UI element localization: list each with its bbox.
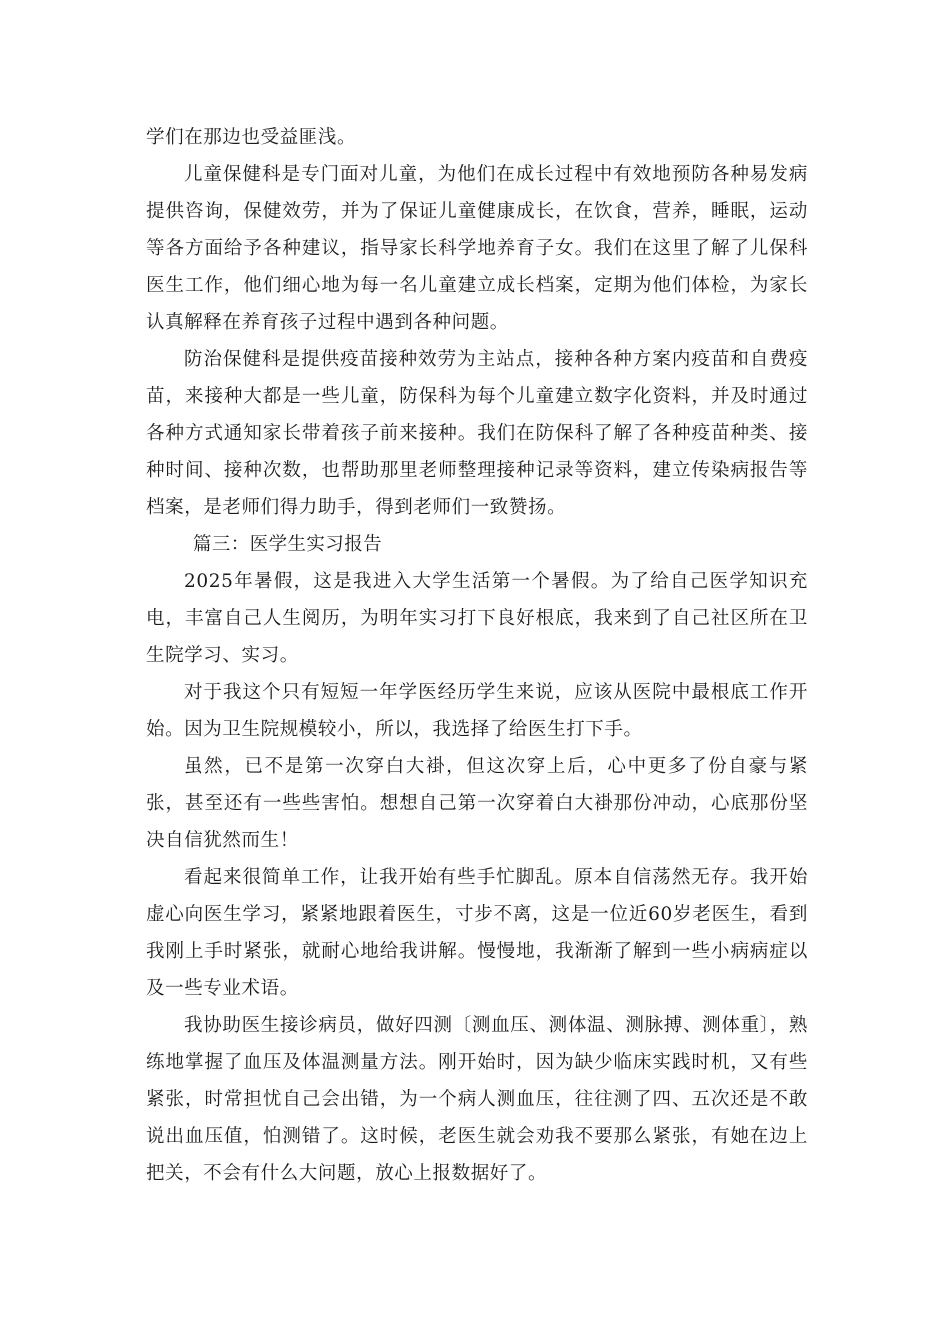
paragraph-continuation: 学们在那边也受益匪浅。 <box>146 127 357 148</box>
paragraph-start-work: 对于我这个只有短短一年学医经历学生来说，应该从医院中最根底工作开始。因为卫生院规模较小，所以，我选择了给医生打下手。 <box>146 682 808 740</box>
paragraph-white-coat: 虽然，已不是第一次穿白大褂，但这次穿上后，心中更多了份自豪与紧张，甚至还有一些些害怕。想想自己第一次穿着白大褂那份冲动，心底那份坚决自信犹然而生！ <box>146 756 808 851</box>
paragraph-prevention-dept: 防治保健科是提供疫苗接种效劳为主站点，接种各种方案内疫苗和自费疫苗，来接种大都是一些儿童，防保科为每个儿童建立数字化资料，并及时通过各种方式通知家长带着孩子前来接种。我们在防保科了解了各种疫苗种类、接种时间、接种次数，也帮助那里老师整理接种记录等资料，建立传染病报告等档案，是老师们得力助手，得到老师们一致赞扬。 <box>146 349 808 518</box>
paragraph-four-measurements: 我协助医生接诊病员，做好四测〔测血压、测体温、测脉搏、测体重〕，熟练地掌握了血压及体温测量方法。刚开始时，因为缺少临床实践时机，又有些紧张，时常担忧自己会出错，为一个病人测血压，往往测了四、五次还是不敢说出血压值，怕测错了。这时候，老医生就会劝我不要那么紧张，有她在边上把关，不会有什么大问题，放心上报数据好了。 <box>146 1015 808 1184</box>
paragraph-learning: 看起来很简单工作，让我开始有些手忙脚乱。原本自信荡然无存。我开始虚心向医生学习，紧紧地跟着医生，寸步不离，这是一位近60岁老医生，看到我刚上手时紧张，就耐心地给我讲解。慢慢地，我渐渐了解到一些小病病症以及一些专业术语。 <box>146 867 808 999</box>
paragraph-child-health-dept: 儿童保健科是专门面对儿童，为他们在成长过程中有效地预防各种易发病提供咨询，保健效劳，并为了保证儿童健康成长，在饮食，营养，睡眠，运动等各方面给予各种建议，指导家长科学地养育子女。我们在这里了解了儿保科医生工作，他们细心地为每一名儿童建立成长档案，定期为他们体检，为家长认真解释在养育孩子过程中遇到各种问题。 <box>146 164 808 333</box>
paragraph-summer-intro: 2025年暑假，这是我进入大学生活第一个暑假。为了给自己医学知识充电，丰富自己人生阅历，为明年实习打下良好根底，我来到了自己社区所在卫生院学习、实习。 <box>146 571 808 666</box>
document-body <box>146 119 808 1192</box>
section-heading: 篇三：医学生实习报告 <box>193 534 383 555</box>
